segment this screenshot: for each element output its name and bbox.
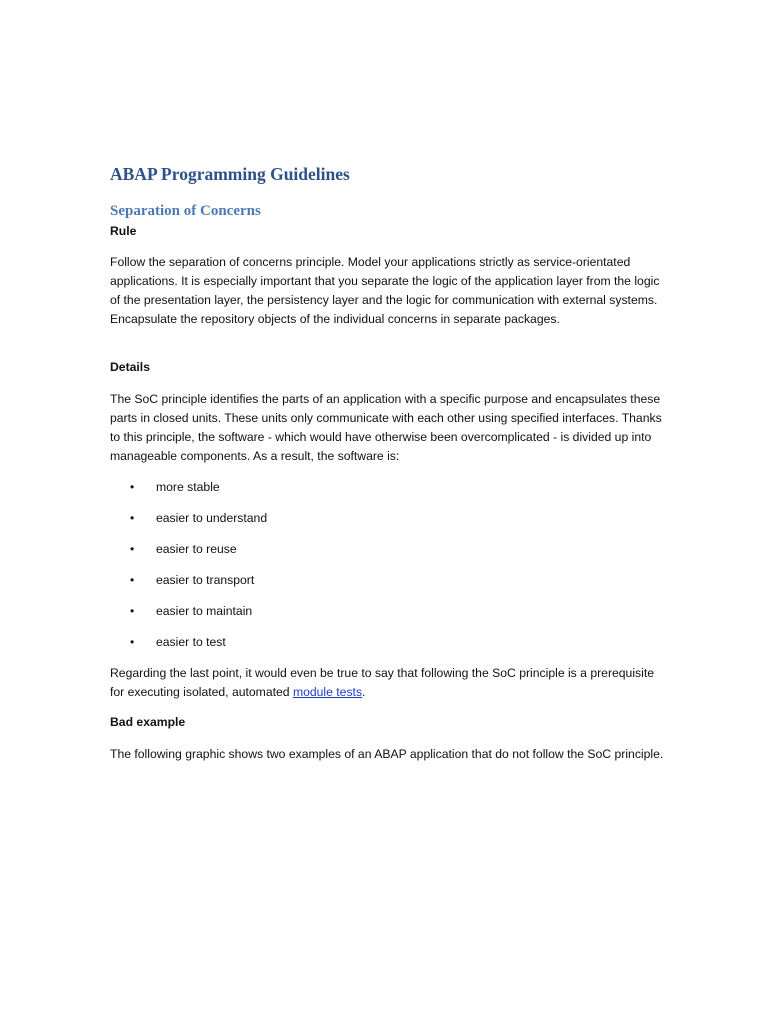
bad-example-paragraph: The following graphic shows two examples of an ABAP application that do not follow the SoC principle. (110, 747, 664, 761)
regarding-paragraph (110, 664, 670, 702)
bullet-marker: • (130, 604, 135, 618)
bullet-marker: • (130, 511, 135, 525)
list-item-text: more stable (156, 480, 220, 494)
list-item-text: easier to understand (156, 511, 268, 525)
document-title: ABAP Programming Guidelines (110, 164, 350, 184)
list-item-text: easier to reuse (156, 542, 237, 556)
regarding-text-after: . (362, 685, 366, 699)
details-paragraph: The SoC principle identifies the parts of an application with a specific purpose and encapsulates these parts in closed units. These units only communicate with each other using specified interfaces. Thanks to this principle, the software - which would have otherwise been overcomplicated - is divided up into manageable components. As a result, the software is: (110, 392, 662, 463)
bullet-marker: • (130, 480, 135, 494)
details-label: Details (110, 360, 150, 374)
bullet-marker: • (130, 573, 135, 587)
bullet-marker: • (130, 635, 135, 649)
regarding-text-before: Regarding the last point, it would even be true to say that following the SoC principle is a prerequisite for executing isolated, automated (110, 666, 655, 699)
list-item-text: easier to transport (156, 573, 255, 587)
list-item-text: easier to maintain (156, 604, 253, 618)
module-tests-link[interactable]: module tests (292, 685, 363, 699)
rule-label: Rule (110, 224, 137, 238)
list-item-text: easier to test (156, 635, 226, 649)
bad-example-label: Bad example (110, 715, 186, 729)
rule-paragraph: Follow the separation of concerns principle. Model your applications strictly as service-orientated applications. It is especially important that you separate the logic of the application layer from the logic of the presentation layer, the persistency layer and the logic for communication with external systems. Encapsulate the repository objects of the individual concerns in separate packages. (110, 255, 660, 326)
bullet-marker: • (130, 542, 135, 556)
section-title: Separation of Concerns (110, 203, 261, 219)
